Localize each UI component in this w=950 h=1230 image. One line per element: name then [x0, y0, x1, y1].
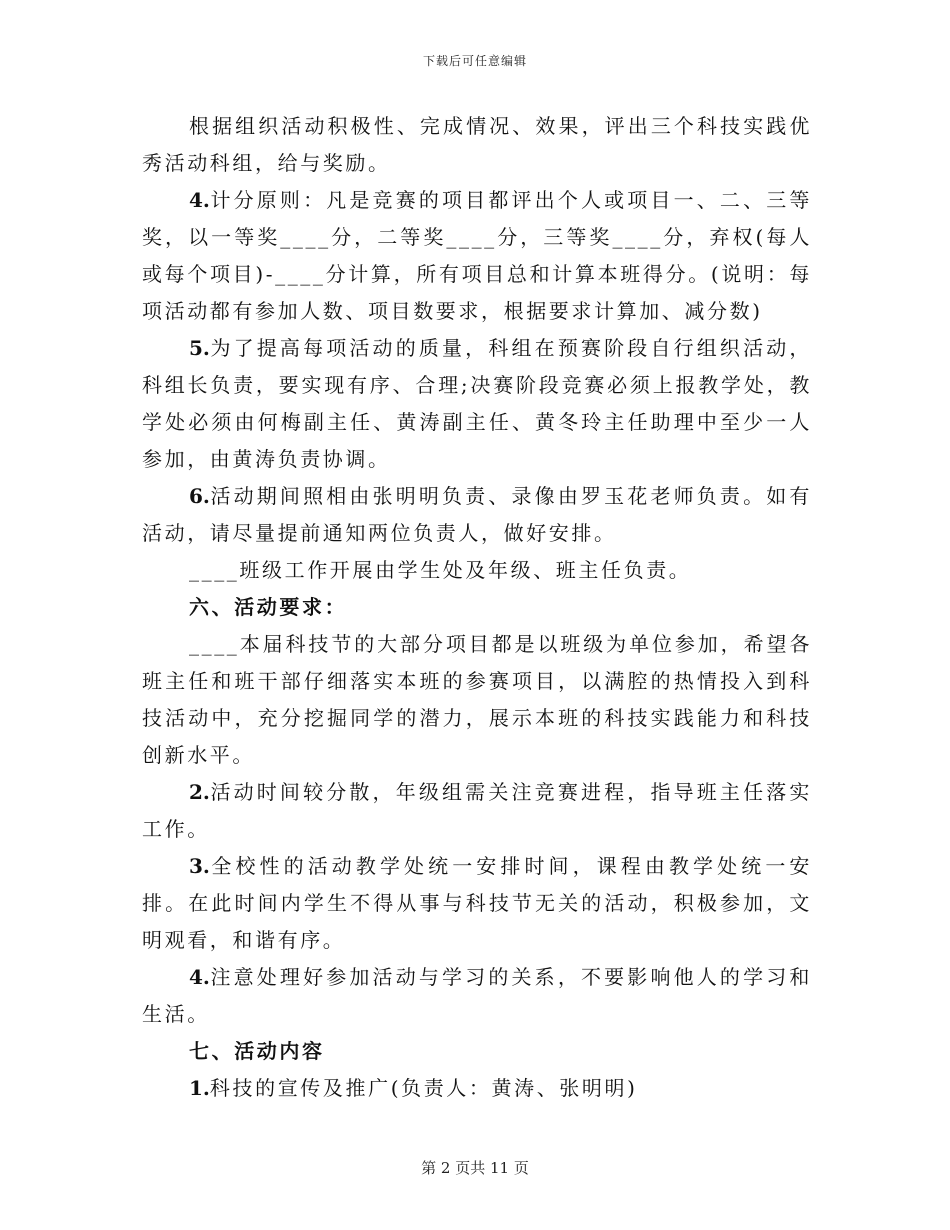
section-heading: 七、活动内容: [189, 1039, 325, 1063]
paragraph-text: 计分原则：凡是竞赛的项目都评出个人或项目一、二、三等奖，以一等奖____分，二等奖____分，三等奖____分，弃权(每人或每个项目)-____分计算，所有项目总和计算本班得分。(说明：每项活动都有参加人数、项目数要求，根据要求计算加、减分数): [142, 188, 812, 323]
page-footer: 第 2 页共 11 页: [421, 1159, 529, 1177]
item-number: 5.: [189, 336, 210, 360]
item-number: 4.: [189, 188, 210, 212]
item-number: 4.: [189, 965, 210, 989]
paragraph-text: 全校性的活动教学处统一安排时间，课程由教学处统一安排。在此时间内学生不得从事与科技节无关的活动，积极参加，文明观看，和谐有序。: [142, 854, 812, 952]
item-number: 2.: [189, 780, 210, 804]
paragraph: [142, 1070, 812, 1107]
item-number: 3.: [189, 854, 210, 878]
paragraph: [142, 848, 812, 959]
paragraph: [142, 182, 812, 330]
item-number: 6.: [189, 484, 210, 508]
paragraph-text: 活动时间较分散，年级组需关注竞赛进程，指导班主任落实工作。: [142, 780, 812, 841]
paragraph: [142, 478, 812, 552]
paragraph-text: 根据组织活动积极性、完成情况、效果，评出三个科技实践优秀活动科组，给与奖励。: [142, 114, 812, 175]
paragraph: [142, 552, 812, 589]
paragraph-text: 科技的宣传及推广(负责人：黄涛、张明明): [209, 1076, 638, 1100]
paragraph-text: ____班级工作开展由学生处及年级、班主任负责。: [189, 558, 692, 582]
paragraph-text: 活动期间照相由张明明负责、录像由罗玉花老师负责。如有活动，请尽量提前通知两位负责人，做好安排。: [142, 484, 812, 545]
paragraph: [142, 626, 812, 774]
paragraph-text: ____本届科技节的大部分项目都是以班级为单位参加，希望各班主任和班干部仔细落实本班的参赛项目，以满腔的热情投入到科技活动中，充分挖掘同学的潜力，展示本班的科技实践能力和科技创新水平。: [142, 632, 812, 767]
paragraph-text: 注意处理好参加活动与学习的关系，不要影响他人的学习和生活。: [142, 965, 812, 1026]
paragraph: [142, 959, 812, 1033]
paragraph: [142, 330, 812, 478]
section-heading: 六、活动要求：: [189, 595, 348, 619]
page-header: 下载后可任意编辑: [422, 54, 527, 68]
paragraph: [142, 108, 812, 182]
paragraph: [142, 774, 812, 848]
paragraph-text: 为了提高每项活动的质量，科组在预赛阶段自行组织活动，科组长负责，要实现有序、合理;决赛阶段竞赛必须上报教学处，教学处必须由何梅副主任、黄涛副主任、黄冬玲主任助理中至少一人参加，由黄涛负责协调。: [142, 336, 812, 471]
item-number: 1.: [189, 1076, 210, 1100]
document-body: [142, 108, 812, 1107]
